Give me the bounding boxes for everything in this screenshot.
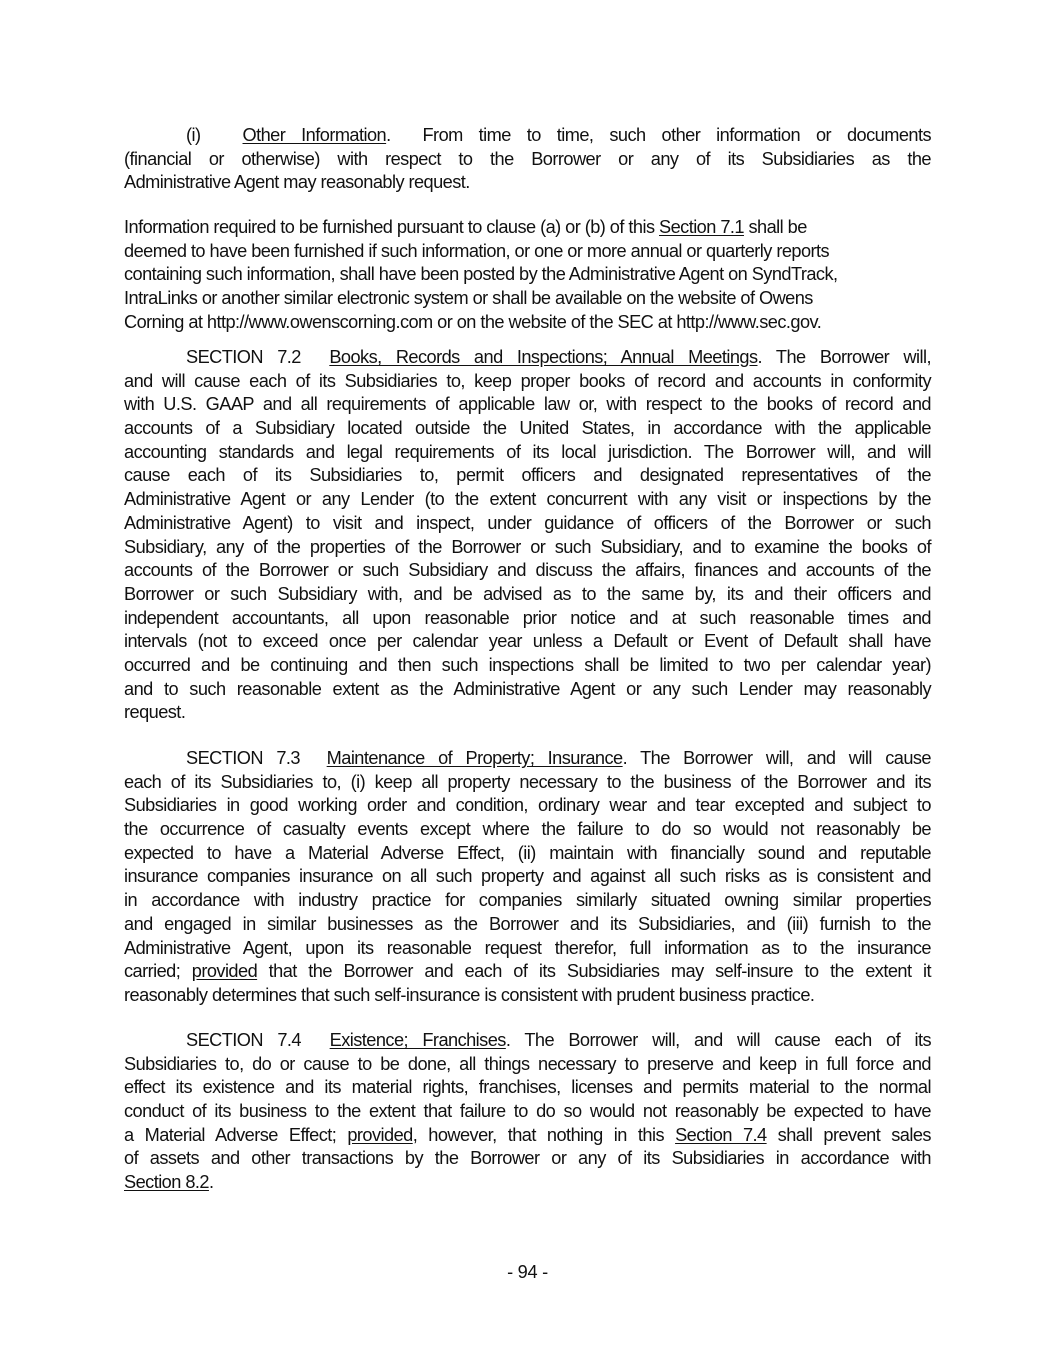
section-7-3 (124, 747, 931, 1008)
section-7-3-line: carried; provided that the Borrower and each of its Subsidiaries may self-insure to the extent it (124, 961, 931, 982)
provided-term: provided (347, 1124, 413, 1145)
section-7-3-line: each of its Subsidiaries to, (i) keep all property necessary to the business of the Borrower and its (124, 771, 931, 792)
section-7-2-line: Administrative Agent) to visit and inspect, under guidance of officers of the Borrower or such (124, 512, 931, 533)
section-title: Books, Records and Inspections; Annual Meetings (329, 347, 758, 367)
section-7-3-line: Administrative Agent, upon its reasonable request therefor, full information as to the insurance (124, 937, 931, 958)
section-7-3-line: expected to have a Material Adverse Effect, (ii) maintain with financially sound and reputable (124, 842, 931, 863)
section-title: Maintenance of Property; Insurance (326, 748, 623, 768)
furnished-information-paragraph (124, 216, 931, 334)
clause-i-other-information (124, 124, 931, 195)
section-7-4-line: conduct of its business to the extent that failure to do so would not reasonably be expected to have (124, 1101, 931, 1122)
section-7-2-heading-line: SECTION 7.2 Books, Records and Inspections; Annual Meetings. The Borrower will, (186, 347, 931, 367)
section-7-2-line: accounting standards and legal requirements of its local jurisdiction. The Borrower will, and will (124, 441, 931, 462)
section-7-2-line: with U.S. GAAP and all requirements of applicable law or, with respect to the books of record and (124, 394, 931, 415)
section-number: SECTION 7.3 (186, 748, 300, 768)
section-7-2-line: accounts of a Subsidiary located outside the United States, in accordance with the applicable (124, 418, 931, 439)
section-7-2-line: intervals (not to exceed once per calendar year unless a Default or Event of Default shall have (124, 631, 931, 652)
section-7-2 (124, 346, 931, 725)
clause-i-line-3: Administrative Agent may reasonably request. (124, 172, 470, 193)
section-7-3-line: insurance companies insurance on all such property and against all such risks as is consistent and (124, 866, 931, 887)
section-7-2-line: Borrower or such Subsidiary with, and be advised as to the same by, its and their officers and (124, 583, 931, 604)
clause-i-line-1: (i) Other Information. From time to time, such other information or documents (186, 125, 932, 145)
section-7-2-line: request. (124, 702, 186, 723)
section-7-3-line: reasonably determines that such self-insurance is consistent with prudent business practice. (124, 984, 815, 1005)
section-7-2-line: and will cause each of its Subsidiaries to, keep proper books of record and accounts in conformity (124, 370, 931, 391)
section-7-4-line: a Material Adverse Effect; provided, however, that nothing in this Section 7.4 shall prevent sales (124, 1124, 931, 1145)
section-7-2-line: independent accountants, all upon reasonable prior notice and at such reasonable times and (124, 607, 931, 628)
section-7-2-line: accounts of the Borrower or such Subsidiary and discuss the affairs, finances and accounts of the (124, 560, 931, 581)
section-7-1-reference: Section 7.1 (659, 217, 744, 237)
section-7-4-reference: Section 7.4 (675, 1124, 767, 1145)
section-7-4-line: Subsidiaries to, do or cause to be done, all things necessary to preserve and keep in full force and (124, 1053, 931, 1074)
section-7-4-heading-line: SECTION 7.4 Existence; Franchises. The Borrower will, and will cause each of its (186, 1030, 931, 1050)
section-7-3-line: in accordance with industry practice for companies similarly situated owning similar properties (124, 890, 931, 911)
section-7-2-line: occurred and be continuing and then such inspections shall be limited to two per calendar year) (124, 654, 931, 675)
section-7-2-line: Subsidiary, any of the properties of the Borrower or such Subsidiary, and to examine the books of (124, 536, 931, 557)
furnished-line-2: deemed to have been furnished if such information, or one or more annual or quarterly reports (124, 240, 830, 261)
section-7-2-line: cause each of its Subsidiaries to, permit officers and designated representatives of the (124, 465, 931, 486)
clause-label: (i) (186, 125, 201, 145)
section-number: SECTION 7.2 (186, 347, 301, 367)
section-title: Existence; Franchises (329, 1030, 506, 1050)
section-7-2-line: Administrative Agent or any Lender (to the extent concurrent with any visit or inspections by the (124, 489, 931, 510)
section-7-4-line: effect its existence and its material rights, franchises, licenses and permits material to the normal (124, 1077, 931, 1098)
section-7-4 (124, 1029, 931, 1195)
provided-term: provided (191, 961, 258, 982)
furnished-line-3: containing such information, shall have been posted by the Administrative Agent on SyndTrack, (124, 264, 838, 285)
furnished-line-5: Corning at http://www.owenscorning.com or on the website of the SEC at http://www.sec.gov. (124, 311, 822, 332)
clause-i-line-2: (financial or otherwise) with respect to the Borrower or any of its Subsidiaries as the (124, 148, 931, 169)
furnished-line-1: Information required to be furnished pursuant to clause (a) or (b) of this Section 7.1 shall be (124, 217, 807, 237)
section-7-4-line: Section 8.2. (124, 1172, 214, 1193)
section-7-3-heading-line: SECTION 7.3 Maintenance of Property; Insurance. The Borrower will, and will cause (186, 748, 931, 768)
section-7-3-line: and engaged in similar businesses as the Borrower and its Subsidiaries, and (iii) furnish to the (124, 913, 931, 934)
furnished-line-4: IntraLinks or another similar electronic system or shall be available on the website of Owens (124, 288, 813, 309)
page-number: - 94 - (507, 1262, 548, 1282)
section-number: SECTION 7.4 (186, 1030, 301, 1050)
section-7-2-line: and to such reasonable extent as the Administrative Agent or any such Lender may reasonably (124, 678, 931, 699)
section-7-3-line: Subsidiaries in good working order and condition, ordinary wear and tear excepted and subject to (124, 795, 931, 816)
section-7-3-line: the occurrence of casualty events except where the failure to do so would not reasonably be (124, 819, 931, 840)
section-7-4-line: of assets and other transactions by the Borrower or any of its Subsidiaries in accordance with (124, 1148, 931, 1169)
clause-title: Other Information (242, 125, 387, 145)
section-8-2-reference: Section 8.2 (124, 1172, 209, 1193)
